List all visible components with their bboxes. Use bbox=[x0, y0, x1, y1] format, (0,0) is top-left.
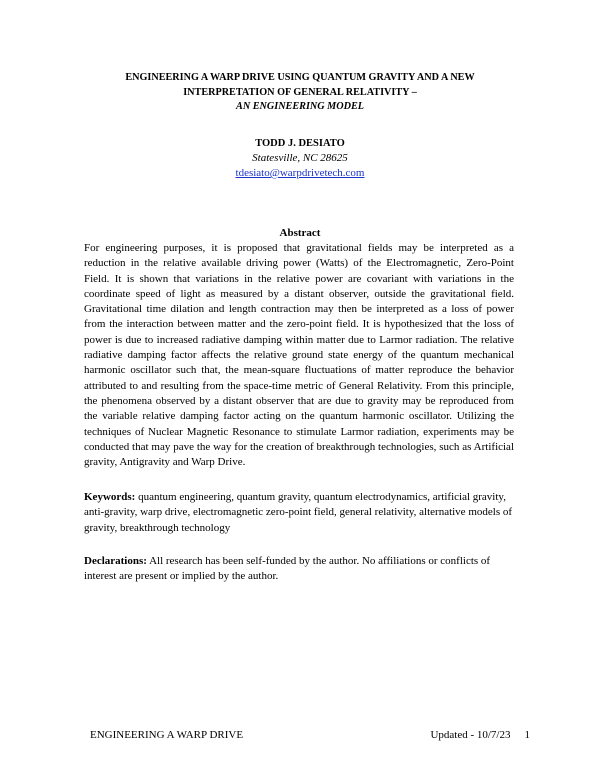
keywords-text: quantum engineering, quantum gravity, quantum electrodynamics, artificial gravity, anti-gravity, warp drive, electromagnetic zero-point field, general relativity, alternative models of gravity, breakthrough technology bbox=[84, 491, 513, 534]
title-line-1: ENGINEERING A WARP DRIVE USING QUANTUM GRAVITY AND A NEW bbox=[125, 72, 475, 83]
abstract-heading: Abstract bbox=[279, 227, 321, 239]
author-name: TODD J. DESIATO bbox=[255, 138, 345, 149]
page-number: 1 bbox=[524, 729, 530, 741]
title-line-2: INTERPRETATION OF GENERAL RELATIVITY – bbox=[183, 86, 417, 98]
declarations-label: Declarations: bbox=[84, 555, 147, 567]
author-email-link[interactable]: tdesiato@warpdrivetech.com bbox=[235, 167, 365, 179]
footer-right bbox=[430, 729, 530, 741]
page-footer bbox=[90, 729, 530, 743]
running-head: ENGINEERING A WARP DRIVE bbox=[90, 729, 244, 741]
declarations-paragraph bbox=[84, 554, 514, 585]
paper-subtitle: AN ENGINEERING MODEL bbox=[236, 101, 364, 112]
keywords-paragraph bbox=[84, 490, 514, 536]
updated-date: Updated - 10/7/23 bbox=[430, 729, 511, 741]
keywords-label: Keywords: bbox=[84, 491, 136, 503]
declarations-text: All research has been self-funded by the author. No affiliations or conflicts of interest are present or implied by the author. bbox=[84, 555, 491, 583]
author-location: Statesville, NC 28625 bbox=[252, 152, 348, 164]
abstract-text: For engineering purposes, it is proposed that gravitational fields may be interpreted as a reduction in the relative available driving power (Watts) of the Electromagnetic, Zero-Point Field. It is shown that variations in the relative power are covariant with variations in the coordinate speed of light as measured by a distant observer, outside the gravitational field. Gravitational time dilation and length contraction may then be interpreted as a loss of power from the interaction between matter and the zero-point field. It is hypothesized that the loss of power is due to increased radiative damping within matter due to Larmor radiation. The relative radiative damping factor affects the relative ground state energy of the quantum mechanical harmonic oscillator such that, the mean-square fluctuations of matter reproduce the behavior attributed to and resulting from the space-time metric of General Relativity. From this principle, the phenomena observed by a distant observer that are due to gravity may be reproduced from the variable relative damping factor acting on the quantum harmonic oscillator. Utilizing the techniques of Nuclear Magnetic Resonance to stimulate Larmor radiation, experiments may be conducted that may pave the way for the creation of breakthrough technologies, such as Artificial gravity, Antigravity and Warp Drive. bbox=[84, 242, 514, 469]
paper-title bbox=[60, 71, 540, 115]
author-block bbox=[100, 136, 500, 181]
